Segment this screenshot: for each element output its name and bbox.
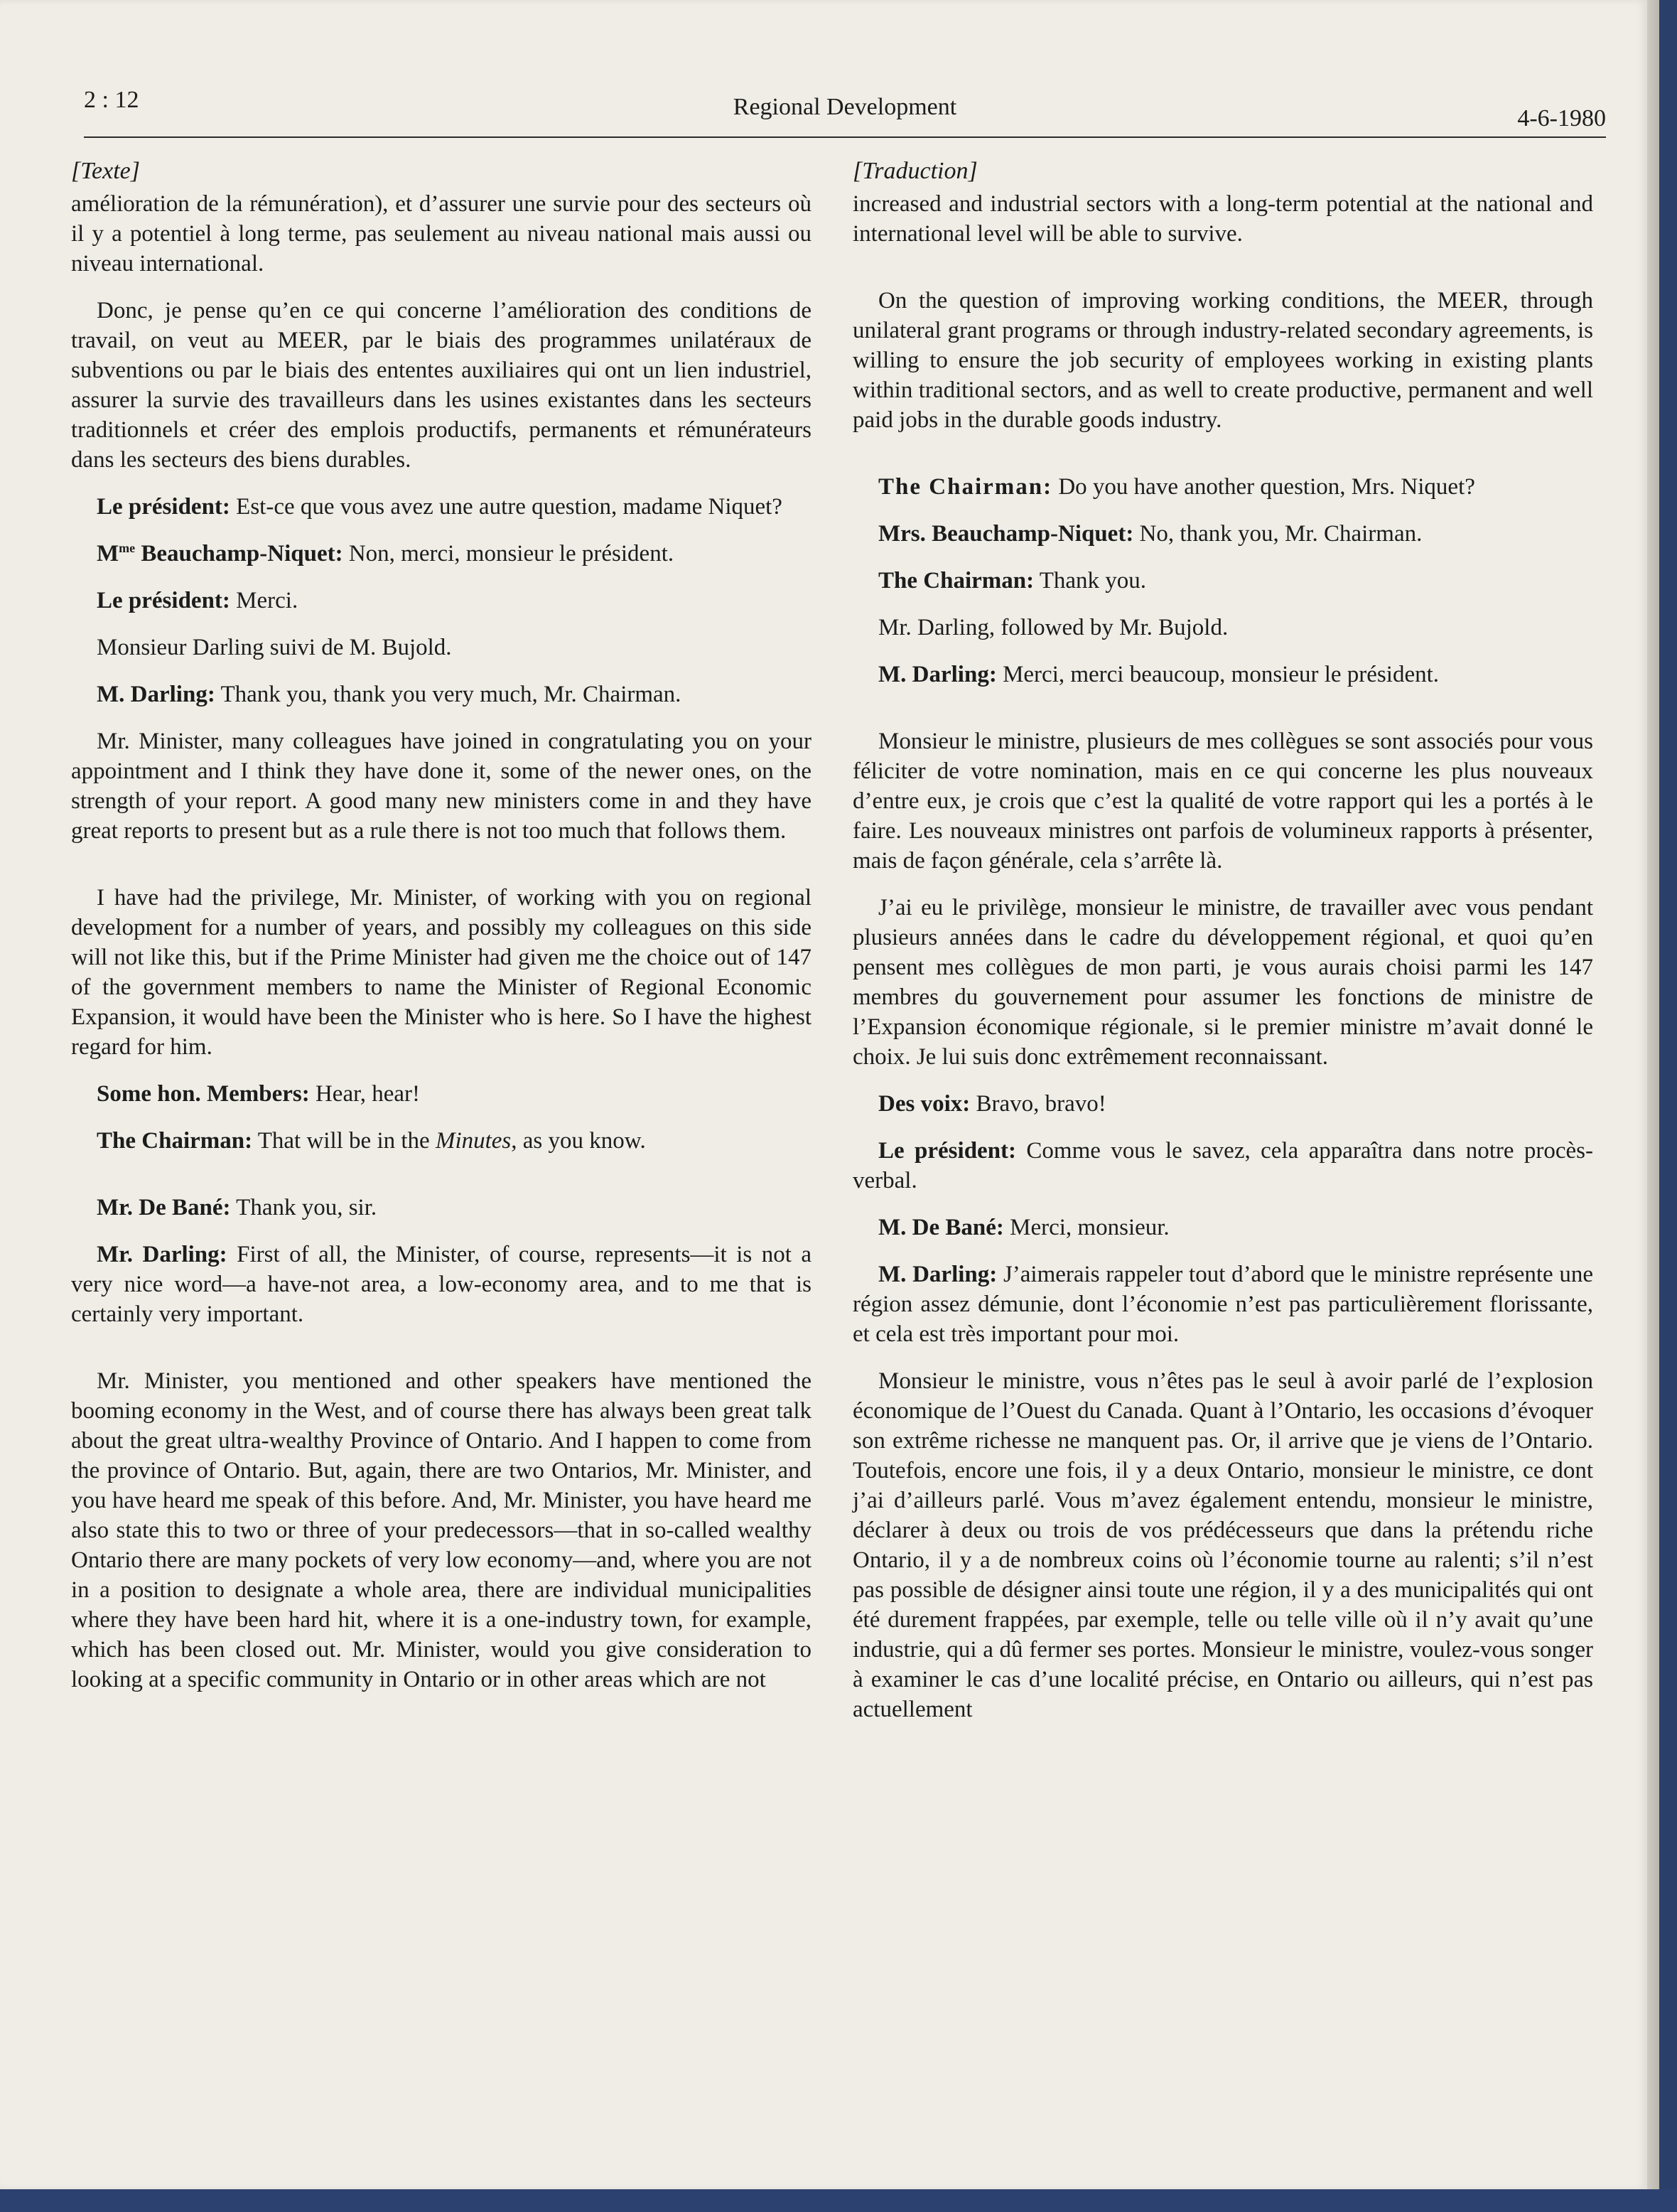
speech — [853, 472, 1593, 502]
speech — [71, 1193, 811, 1223]
speech — [71, 1240, 811, 1329]
speaker-name: M. Darling: — [97, 682, 215, 707]
speech-text: J’aimerais rappeler tout d’abord que le ministre représente une région assez démunie, dont l’économie n’est pas particulièrement florissante, et cela est très important pour moi. — [853, 1262, 1594, 1347]
speaker-name: Mrs. Beauchamp-Niquet: — [878, 521, 1134, 547]
paragraph: Monsieur Darling suivi de M. Bujold. — [97, 635, 452, 660]
speaker-name: $M^{me}$ Beauchamp-Niquet: — [97, 541, 343, 567]
speech-text: Thank you, thank you very much, Mr. Chairman. — [220, 682, 681, 707]
speaker-name: The Chairman: — [878, 474, 1053, 500]
speech — [853, 1136, 1593, 1196]
speaker-name: The Chairman: — [97, 1128, 253, 1154]
speech — [71, 1126, 811, 1156]
speaker-name: Some hon. Members: — [97, 1081, 310, 1107]
speaker-name: Le président: — [878, 1138, 1017, 1164]
paragraph: Mr. Minister, many colleagues have joined in congratulating you on your appointment and I think they have done it, some of the newer ones, on the strength of your report. A good many new ministers come in and they have great reports to present but as a rule there is not too much that follows them. — [71, 729, 811, 844]
paragraph: Mr. Minister, you mentioned and other speakers have mentioned the booming economy in the West, and of course there has always been great talk about the great ultra-wealthy Province of Ontario. And I happen to come from the province of Ontario. But, again, there are two Ontarios, Mr. Minister, and you have heard me speak of this before. And, Mr. Minister, you have heard me also state this to two or three of your predecessors—that in so-called wealthy Ontario there are many pockets of very low economy—and, where you are not in a position to designate a whole area, there are individual municipalities where they have been hard hit, where it is a one-industry town, for example, which has been closed out. Mr. Minister, would you give consideration to looking at a specific community in Ontario or in other areas which are not — [71, 1368, 811, 1692]
speech-text: Merci, monsieur. — [1010, 1215, 1170, 1240]
speaker-name: Des voix: — [878, 1091, 971, 1117]
speech — [853, 660, 1593, 689]
page-title: Regional Development — [733, 94, 957, 120]
speech — [71, 539, 811, 569]
speech — [853, 566, 1593, 596]
speech-text: Thank you, sir. — [236, 1195, 377, 1220]
speech — [71, 492, 811, 522]
paragraph: Monsieur le ministre, plusieurs de mes collègues se sont associés pour vous féliciter de votre nomination, mais en ce qui concerne les plus nouveaux d’entre eux, je crois que c’est la qualité de votre rapport qui les a portés à le faire. Les nouveaux ministres ont parfois de volumineux rapports à présenter, mais de façon générale, cela s’arrête là. — [853, 729, 1593, 874]
paragraph: J’ai eu le privilège, monsieur le ministre, de travailler avec vous pendant plusieurs années dans le cadre du développement régional, et quoi qu’en pensent mes collègues de mon parti, je vous aurais choisi parmi les 147 membres du gouvernement pour assumer les fonctions de ministre de l’Expansion économique régionale, si le premier ministre m’avait donné le choix. Je lui suis donc extrêmement reconnaissant. — [853, 895, 1593, 1070]
speech — [853, 1213, 1593, 1242]
speaker-name: M. Darling: — [878, 1262, 998, 1287]
speaker-name: Mr. De Bané: — [97, 1195, 231, 1220]
speech — [853, 1260, 1593, 1349]
speaker-name: Le président: — [97, 494, 230, 520]
book-page-edge — [1647, 0, 1677, 2212]
right-column — [853, 156, 1593, 1741]
speech-text: Non, merci, monsieur le président. — [348, 541, 674, 567]
paragraph: Mr. Darling, followed by Mr. Bujold. — [878, 615, 1229, 640]
speech-text: Hear, hear! — [315, 1081, 421, 1107]
left-column — [71, 156, 811, 1712]
language-marker: [Traduction] — [853, 158, 978, 184]
speech-text: First of all, the Minister, of course, represents—it is not a very nice word—a have-not area, a low-economy area, and to me that is certainly very important. — [71, 1242, 811, 1327]
speech-text: Do you have another question, Mrs. Niquet? — [1058, 474, 1475, 500]
paragraph: increased and industrial sectors with a long-term potential at the national and international level will be able to survive. — [853, 191, 1593, 247]
page-header — [84, 80, 1606, 138]
speech — [71, 680, 811, 709]
speaker-name: The Chairman: — [878, 568, 1035, 594]
page-number: 2 : 12 — [84, 87, 139, 113]
speech-text: Est-ce que vous avez une autre question, madame Niquet? — [236, 494, 782, 520]
speaker-name: M. Darling: — [878, 662, 997, 687]
speech-text: That will be in the Minutes, as you know. — [257, 1128, 646, 1154]
speaker-name: Le président: — [97, 588, 230, 613]
paragraph: Donc, je pense qu’en ce qui concerne l’amélioration des conditions de travail, on veut au MEER, par le biais des programmes unilatéraux de subventions ou par le biais des ententes auxiliaires qui ont un lien industriel, assurer la survie des travailleurs dans les usines existantes dans les secteurs traditionnels et créer des emplois productifs, permanents et rémunérateurs dans les secteurs des biens durables. — [71, 298, 811, 473]
paragraph: On the question of improving working conditions, the MEER, through unilateral grant programs or through industry-related secondary agreements, is willing to ensure the job security of employees working in existing plants within traditional sectors, and as well to create productive, permanent and well paid jobs in the durable goods industry. — [853, 288, 1593, 433]
book-cover-strip — [0, 2189, 1677, 2212]
speaker-name: M. De Bané: — [878, 1215, 1004, 1240]
speech — [853, 1089, 1593, 1119]
page-date: 4-6-1980 — [1517, 105, 1606, 131]
speaker-name: Mr. Darling: — [97, 1242, 227, 1267]
speech — [853, 519, 1593, 549]
paragraph: I have had the privilege, Mr. Minister, of working with you on regional development for a number of years, and possibly my colleagues on this side will not like this, but if the Prime Minister had given me the choice out of 147 of the government members to name the Minister of Regional Economic Expansion, it would have been the Minister who is here. So I have the highest regard for him. — [71, 885, 811, 1060]
speech-text: Comme vous le savez, cela apparaîtra dans notre procès-verbal. — [853, 1138, 1594, 1193]
paragraph: Monsieur le ministre, vous n’êtes pas le seul à avoir parlé de l’explosion économique de l’Ouest du Canada. Quant à l’Ontario, les occasions d’évoquer son extrême richesse ne manquent pas. Or, il arrive que je viens de l’Ontario. Toutefois, encore une fois, il y a deux Ontario, monsieur le ministre, ce dont j’ai d’ailleurs parlé. Vous m’avez également entendu, monsieur le ministre, déclarer à deux ou trois de vos prédécesseurs que dans la prétendu riche Ontario, il y a de nombreux coins où l’économie tourne au ralenti; s’il n’est pas possible de désigner ainsi toute une région, il y a des municipalités qui ont été durement frappées, par exemple, telle ou telle ville où il n’y avait qu’une industrie, qui a dû fermer ses portes. Monsieur le ministre, voulez-vous songer à examiner le cas d’une localité précise, en Ontario ou ailleurs, qui n’est pas actuellement — [853, 1368, 1593, 1722]
speech-text: Merci. — [236, 588, 298, 613]
speech-text: Thank you. — [1039, 568, 1147, 594]
speech — [71, 1079, 811, 1109]
paragraph: amélioration de la rémunération), et d’assurer une survie pour des secteurs où il y a potentiel à long terme, pas seulement au niveau national mais aussi ou niveau international. — [71, 191, 811, 276]
speech-text: Merci, merci beaucoup, monsieur le président. — [1003, 662, 1440, 687]
speech-text: No, thank you, Mr. Chairman. — [1139, 521, 1423, 547]
speech — [71, 586, 811, 616]
language-marker: [Texte] — [71, 158, 140, 184]
speech-text: Bravo, bravo! — [976, 1091, 1106, 1117]
